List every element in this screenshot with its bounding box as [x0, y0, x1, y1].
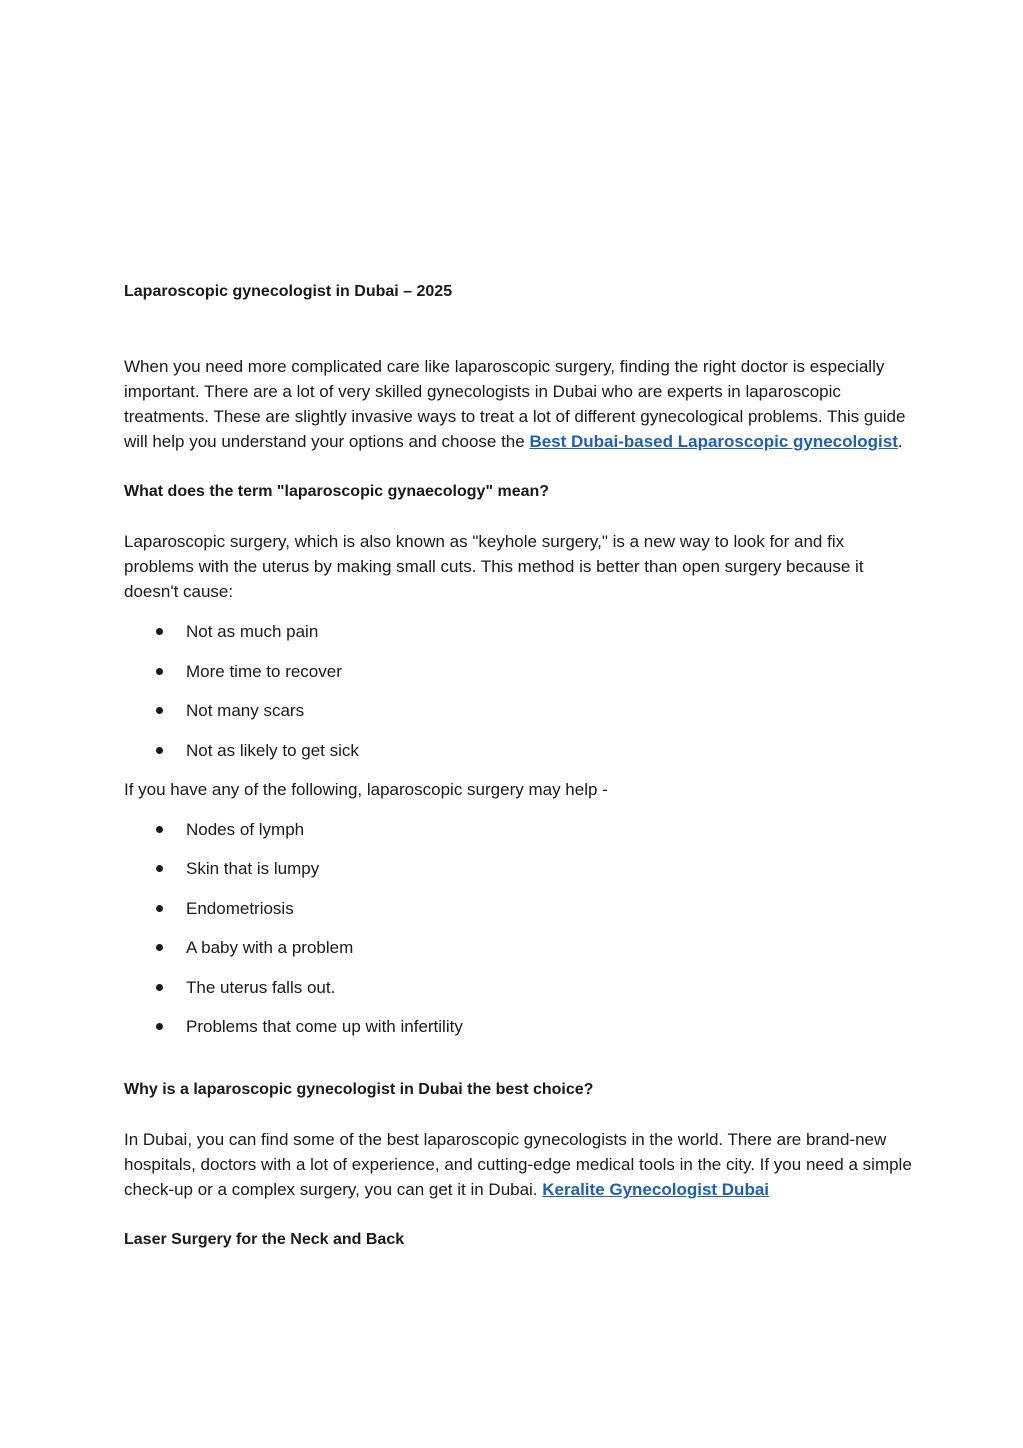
- keralite-gynecologist-link[interactable]: Keralite Gynecologist Dubai: [542, 1180, 770, 1199]
- bullet-icon: [156, 747, 163, 754]
- document-page: [124, 279, 914, 1252]
- bullet-icon: [156, 707, 163, 714]
- bullet-icon: [156, 826, 163, 833]
- conditions-list: [124, 817, 914, 1040]
- list-item: More time to recover: [124, 659, 914, 684]
- bullet-icon: [156, 984, 163, 991]
- bullet-icon: [156, 668, 163, 675]
- section2-heading: Why is a laparoscopic gynecologist in Dubai the best choice?: [124, 1081, 594, 1098]
- intro-paragraph: [124, 354, 914, 454]
- list-item: Problems that come up with infertility: [124, 1014, 914, 1039]
- section1-paragraph: Laparoscopic surgery, which is also known as "keyhole surgery," is a new way to look for and fix problems with the uterus by making small cuts. This method is better than open surgery because it doesn't cause:: [124, 532, 864, 601]
- intro-after: .: [897, 432, 903, 451]
- list-item: Not many scars: [124, 698, 914, 723]
- benefits-list: [124, 619, 914, 763]
- conditions-intro: If you have any of the following, laparoscopic surgery may help -: [124, 779, 608, 799]
- section2-text: In Dubai, you can find some of the best laparoscopic gynecologists in the world. There are brand-new hospitals, doctors with a lot of experience, and cutting-edge medical tools in the city. If you need a simple check-up or a complex surgery, you can get it in Dubai.: [124, 1130, 912, 1199]
- list-item: Not as likely to get sick: [124, 738, 914, 763]
- bullet-icon: [156, 628, 163, 635]
- bullet-icon: [156, 944, 163, 951]
- section2-paragraph: [124, 1127, 914, 1202]
- best-laparoscopic-gynecologist-link[interactable]: Best Dubai-based Laparoscopic gynecologist: [529, 432, 898, 451]
- list-item: Not as much pain: [124, 619, 914, 644]
- list-item: A baby with a problem: [124, 935, 914, 960]
- list-item: Skin that is lumpy: [124, 856, 914, 881]
- intro-text: When you need more complicated care like laparoscopic surgery, finding the right doctor is especially important. There are a lot of very skilled gynecologists in Dubai who are experts in laparoscopic treatments. These are slightly invasive ways to treat a lot of different gynecological problems. This guide will help you understand your options and choose the: [124, 357, 906, 451]
- section3-heading: Laser Surgery for the Neck and Back: [124, 1231, 405, 1248]
- document-title: Laparoscopic gynecologist in Dubai – 2025: [124, 283, 453, 300]
- bullet-icon: [156, 865, 163, 872]
- bullet-icon: [156, 1023, 163, 1030]
- section1-heading: What does the term "laparoscopic gynaecology" mean?: [124, 483, 550, 500]
- list-item: Nodes of lymph: [124, 817, 914, 842]
- list-item: Endometriosis: [124, 896, 914, 921]
- list-item: The uterus falls out.: [124, 975, 914, 1000]
- bullet-icon: [156, 905, 163, 912]
